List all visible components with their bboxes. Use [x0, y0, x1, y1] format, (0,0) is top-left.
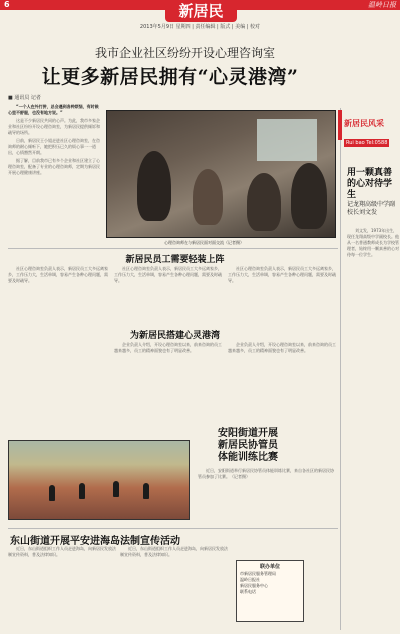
photo-runner	[143, 483, 149, 499]
main-photo	[106, 110, 336, 238]
article4-title-line: 安阳街道开展	[218, 428, 278, 439]
article4-text	[198, 468, 336, 528]
body-paragraph: 这是不少新居民共同的心声。为此，我市多家企业和社区纷纷开设心理咨询室，为新居民提供倾诉和疏导的场所。	[8, 118, 100, 135]
main-article-text	[8, 104, 102, 244]
article2-text-col3	[228, 266, 338, 326]
contact-title: 联办单位	[259, 564, 280, 570]
sidebar-subheadline: 记龙翔高级中学副校长刘文发	[347, 201, 396, 216]
column-name-en	[344, 139, 389, 147]
photo-caption: 心理咨询师在与新居民面对面交流（记者摄）	[164, 240, 244, 245]
contact-line: 联系电话	[240, 589, 256, 594]
bottom-article-text-col2	[120, 546, 230, 630]
section-title: 新居民	[165, 0, 237, 22]
article2-text-col2	[114, 266, 224, 326]
article3-paragraph: 企业负责人介绍，开设心理咨询室以来，前来咨询的员工越来越多，员工的精神面貌也有了明显改善。	[228, 342, 336, 353]
article2-title: 新居民员工需要轻装上阵	[125, 255, 225, 265]
article2-paragraph: 社区心理咨询室负责人表示，新居民员工大多远离家乡，工作压力大，生活单调，容易产生各种心理问题，需要及时疏导。	[8, 266, 108, 283]
article4-title	[218, 428, 318, 464]
sidebar-headline: 用一颗真善的心对待学生	[347, 168, 393, 200]
article4-paragraph: 近日，安阳街道举行新居民协管员体能训练比赛，来自各社区的新居民协管员参加了比赛。（记者摄）	[198, 468, 334, 479]
article3-text-col2	[228, 342, 338, 422]
article3-text	[114, 342, 224, 438]
contact-box	[236, 560, 304, 622]
article3-title: 为新居民搭建心灵港湾	[129, 331, 220, 341]
sidebar-paragraph: 刘文发，1973年出生，现任龙翔高级中学副校长。他从一名普通教师成长为学校管理者，始终用一颗真善的心对待每一位学生。	[347, 228, 399, 257]
sidebar-text	[347, 228, 399, 628]
article2-paragraph: 社区心理咨询室负责人表示，新居民员工大多远离家乡，工作压力大，生活单调，容易产生各种心理问题，需要及时疏导。	[228, 266, 336, 283]
article4-title-line: 体能训练比赛	[218, 452, 278, 463]
column-logo	[344, 118, 398, 146]
photo-person	[137, 151, 171, 221]
page-number: 6	[4, 0, 10, 9]
byline: ■ 通讯员 记者	[8, 95, 41, 101]
column-phone: Tel:0588	[366, 140, 388, 146]
photo-runner	[79, 483, 85, 499]
headline-subtitle: 我市企业社区纷纷开设心理咨询室	[94, 46, 275, 60]
photo-runner	[113, 481, 119, 497]
athletics-photo	[8, 440, 190, 520]
dateline: 2013年5月9日 星期四 | 责任编辑 | 版式 | 美编 | 校对	[139, 24, 261, 30]
column-name-en-text: Rui bao	[346, 140, 365, 146]
body-paragraph: 据了解，目前我市已有多个企业和社区建立了心理咨询室，配备了专业的心理咨询师，定期为新居民开展心理健康讲座。	[8, 158, 100, 175]
photo-person	[291, 163, 327, 229]
bottom-article-title: 东山街道开展平安进海岛法制宣传活动	[10, 536, 180, 547]
divider	[8, 248, 338, 249]
contact-line: 新居民服务中心	[240, 583, 268, 588]
bottom-article-paragraph: 近日，东山街道组织工作人员走进海岛，向新居民发放法制宣传资料，普及法律知识。	[8, 546, 116, 557]
sidebar-accent	[338, 110, 342, 140]
article4-title-line: 新居民协管员	[218, 440, 278, 451]
article2-paragraph: 社区心理咨询室负责人表示，新居民员工大多远离家乡，工作压力大，生活单调，容易产生各种心理问题，需要及时疏导。	[114, 266, 222, 283]
photo-person	[247, 173, 281, 231]
headline: 让更多新居民拥有“心灵港湾”	[41, 66, 299, 88]
contact-line: 市新居民服务管理局	[240, 571, 276, 576]
photo-person	[193, 169, 223, 225]
article3-paragraph: 企业负责人介绍，开设心理咨询室以来，前来咨询的员工越来越多，员工的精神面貌也有了明显改善。	[114, 342, 222, 353]
photo-runner	[49, 485, 55, 501]
bottom-article-paragraph: 近日，东山街道组织工作人员走进海岛，向新居民发放法制宣传资料，普及法律知识。	[120, 546, 228, 557]
bottom-article-text	[8, 546, 116, 630]
sidebar-divider	[340, 108, 341, 630]
paper-name: 温岭日报	[368, 1, 396, 9]
contact-line: 温岭日报社	[240, 577, 260, 582]
body-paragraph: 日前，新居民王小姐走进社区心理咨询室，在咨询师的耐心倾听下，她把积压已久的烦心事一一道出，心情豁然开朗。	[8, 138, 100, 155]
column-name: 新居民风采	[344, 119, 384, 128]
article2-text	[8, 266, 108, 422]
lead-paragraph: “一个人在外打拼，总会遇到各种烦恼，有时候心里不舒服，也没有地方说。”	[8, 104, 99, 115]
divider	[8, 528, 338, 529]
photo-window	[257, 119, 317, 161]
